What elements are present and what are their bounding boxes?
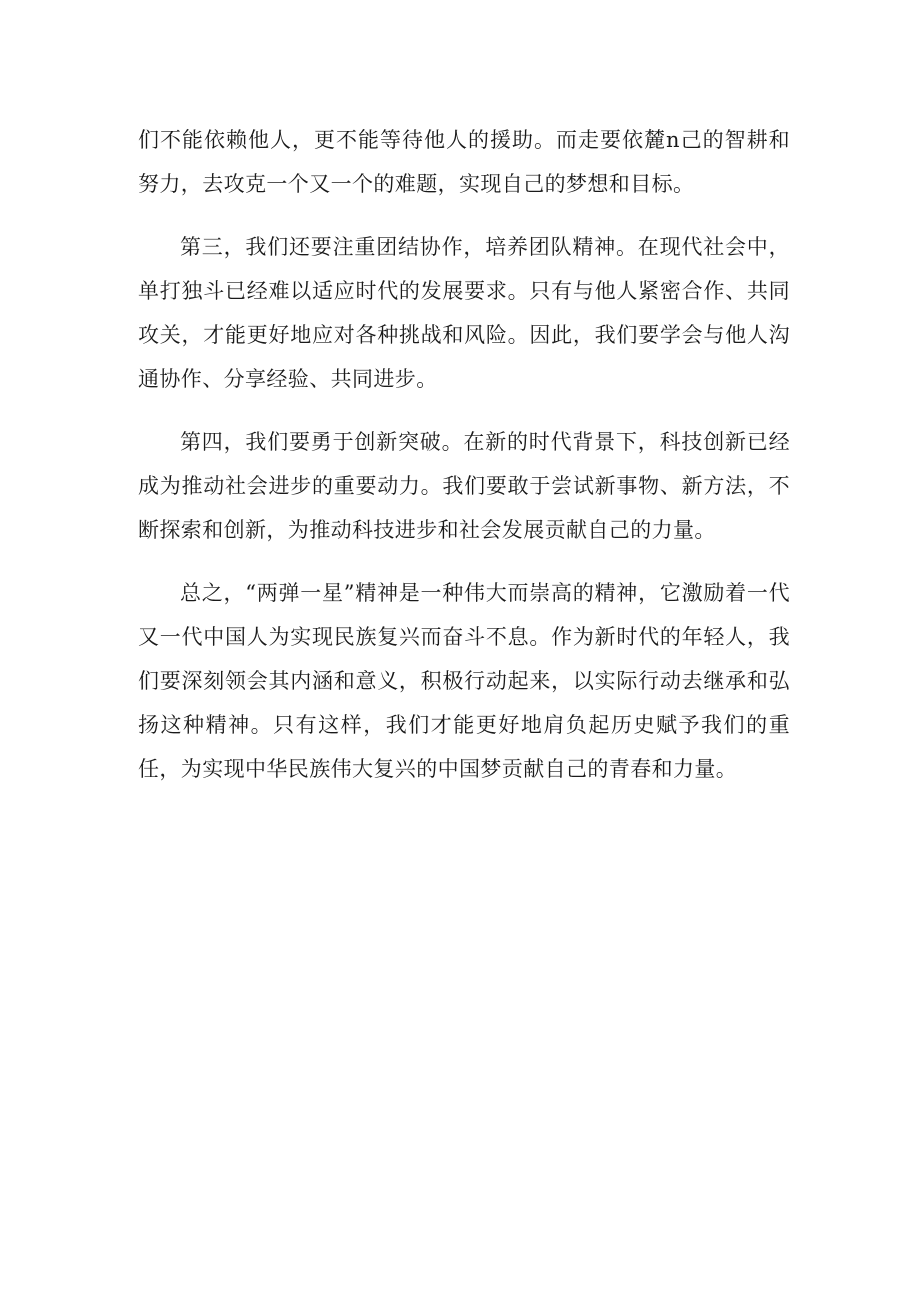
paragraph-continuation: 们不能依赖他人，更不能等待他人的援助。而走要依麓n己的智耕和努力，去攻克一个又一个的难题，实现自己的梦想和目标。 [138, 128, 790, 196]
paragraph-fourth-point: 第四，我们要勇于创新突破。在新的时代背景下，科技创新已经成为推动社会进步的重要动力。我们要敢于尝试新事物、新方法，不断探索和创新，为推动科技进步和社会发展贡献自己的力量。 [138, 430, 790, 542]
paragraph-conclusion: 总之，“两弹一星”精神是一种伟大而崇高的精神，它激励着一代又一代中国人为实现民族复兴而奋斗不息。作为新时代的年轻人，我们要深刻领会其内涵和意义，积极行动起来，以实际行动去继承和弘扬这种精神。只有这样，我们才能更好地肩负起历史赋予我们的重任，为实现中华民族伟大复兴的中国梦贡献自己的青春和力量。 [138, 581, 790, 781]
document-body [138, 118, 790, 810]
paragraph-third-point: 第三，我们还要注重团结协作，培养团队精神。在现代社会中，单打独斗已经难以适应时代的发展要求。只有与他人紧密合作、共同攻关，才能更好地应对各种挑战和风险。因此，我们要学会与他人沟通协作、分享经验、共同进步。 [138, 235, 790, 391]
